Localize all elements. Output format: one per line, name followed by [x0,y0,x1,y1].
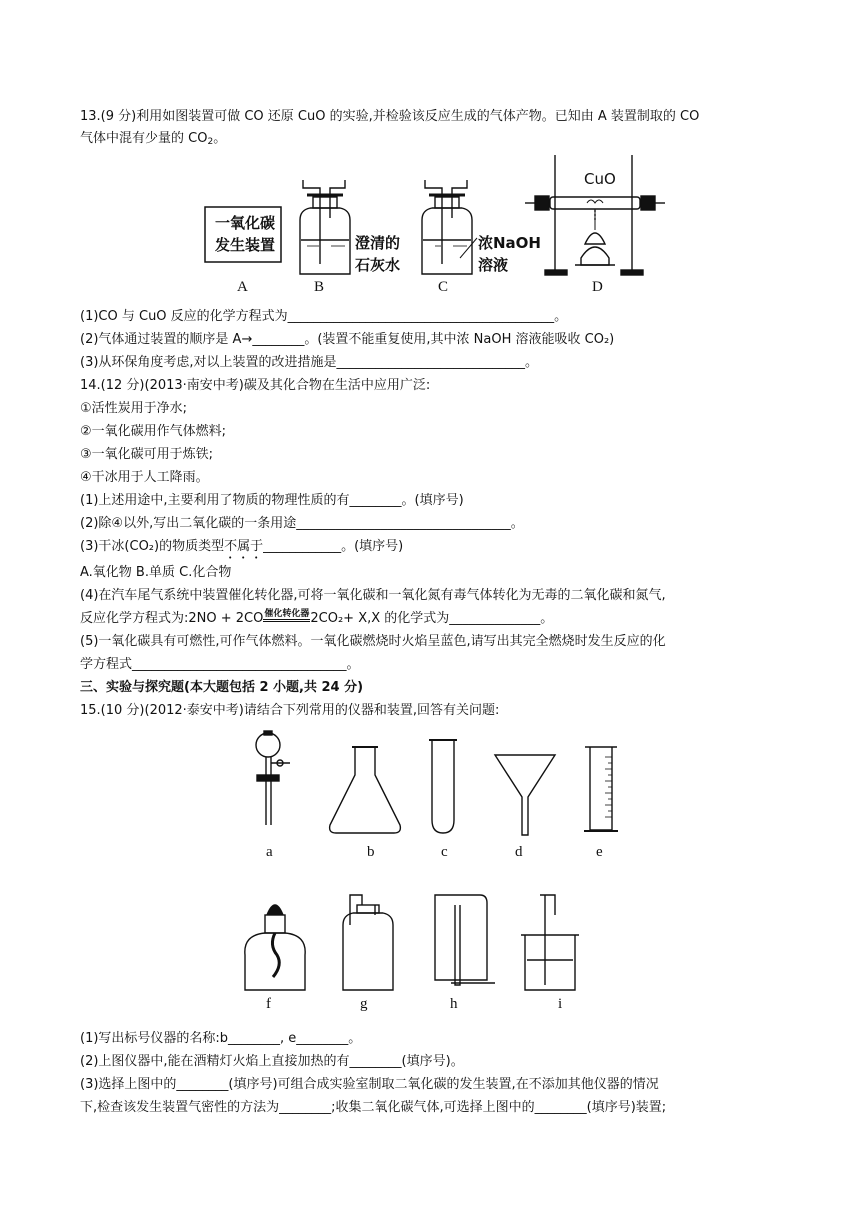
q13-box-a-label: 一氧化碳 发生装置 [214,214,275,254]
q14-use-3: ③一氧化碳可用于炼铁; [80,447,214,462]
q14-emphasis-not: 不属于 [224,539,264,554]
q15-label-i: i [558,996,563,1012]
q13-label-c: 浓NaOH 溶液 [478,234,541,274]
q13-letter-b: B [314,279,325,295]
q14-part5-line2: 学方程式_________________________________。 [80,657,360,672]
q15-label-b: b [367,844,375,860]
q15-label-c: c [441,844,448,860]
alcohol-lamp-icon [245,933,305,990]
conical-flask-icon [330,747,401,833]
section-3-heading: 三、实验与探究题(本大题包括 2 小题,共 24 分) [80,680,364,695]
q13-stem-line2: 气体中混有少量的 $CO_2$。 [80,131,227,147]
q15-instruments-row2 [225,885,585,995]
q15-part1: (1)写出标号仪器的名称:b________, e________。 [80,1031,362,1046]
q15-label-d: d [515,844,523,860]
q14-use-1: ①活性炭用于净水; [80,401,188,416]
q13-letter-c: C [438,279,449,295]
q14-part4-line1: (4)在汽车尾气系统中装置催化转化器,可将一氧化碳和一氧化氮有毒气体转化为无毒的二氧化碳和氮气, [80,588,666,603]
q13-stem-line1: 13.(9 分)利用如图装置可做 CO 还原 CuO 的实验,并检验该反应生成的气体产物。已知由 A 装置制取的 CO [80,109,700,124]
q15-instruments-row1 [240,725,620,840]
graduated-cylinder-icon [590,747,612,830]
q14-use-4: ④干冰用于人工降雨。 [80,470,209,485]
q15-part3-line1: (3)选择上图中的________(填序号)可组合成实验室制取二氧化碳的发生装置,在不添加其他仪器的情况 [80,1077,659,1092]
inverted-bottle-icon [435,895,487,980]
q14-stem: 14.(12 分)(2013·南安中考)碳及其化合物在生活中应用广泛: [80,378,431,393]
q14-part1: (1)上述用途中,主要利用了物质的物理性质的有________。(填序号) [80,493,464,508]
funnel-icon [495,755,555,835]
q13-letter-d: D [592,279,603,295]
q13-label-cuo: CuO [584,170,616,188]
q15-label-a: a [266,844,273,860]
q13-label-b: 澄清的 石灰水 [355,234,401,274]
q15-part3-line2: 下,检查该发生装置气密性的方法为________;收集二氧化碳气体,可选择上图中的________(填序号)装置; [80,1100,667,1115]
q15-stem: 15.(10 分)(2012·泰安中考)请结合下列常用的仪器和装置,回答有关问题: [80,703,500,718]
q15-part2: (2)上图仪器中,能在酒精灯火焰上直接加热的有________(填序号)。 [80,1054,464,1069]
beaker-icon [525,935,575,990]
q13-part3: (3)从环保角度考虑,对以上装置的改进措施是_____________________________。 [80,355,539,370]
q14-part4-line2: 反应化学方程式为:2NO + 2CO催化转化器2CO₂+ X,X 的化学式为______________。 [80,609,554,626]
q13-part2: (2)气体通过装置的顺序是 A→________。(装置不能重复使用,其中浓 NaOH 溶液能吸收 CO₂) [80,332,615,347]
q14-catalyst-arrow: 催化转化器 [263,610,310,622]
q15-label-f: f [266,996,271,1012]
q15-label-h: h [450,996,458,1012]
q14-part3: (3)干冰(CO₂)的物质类型不属于____________。(填序号) [80,539,404,554]
test-tube-icon [432,740,454,833]
q14-part5-line1: (5)一氧化碳具有可燃性,可作气体燃料。一氧化碳燃烧时火焰呈蓝色,请写出其完全燃烧时发生反应的化 [80,634,666,649]
q15-label-e: e [596,844,603,860]
q13-part1: (1)CO 与 CuO 反应的化学方程式为_________________________________________。 [80,309,568,324]
q15-label-g: g [360,996,368,1012]
q14-use-2: ②一氧化碳用作气体燃料; [80,424,227,439]
q14-part2: (2)除④以外,写出二氧化碳的一条用途_________________________________。 [80,516,524,531]
q14-options: A.氧化物 B.单质 C.化合物 [80,565,232,580]
q13-letter-a: A [237,279,248,295]
separatory-funnel-icon [256,733,280,757]
